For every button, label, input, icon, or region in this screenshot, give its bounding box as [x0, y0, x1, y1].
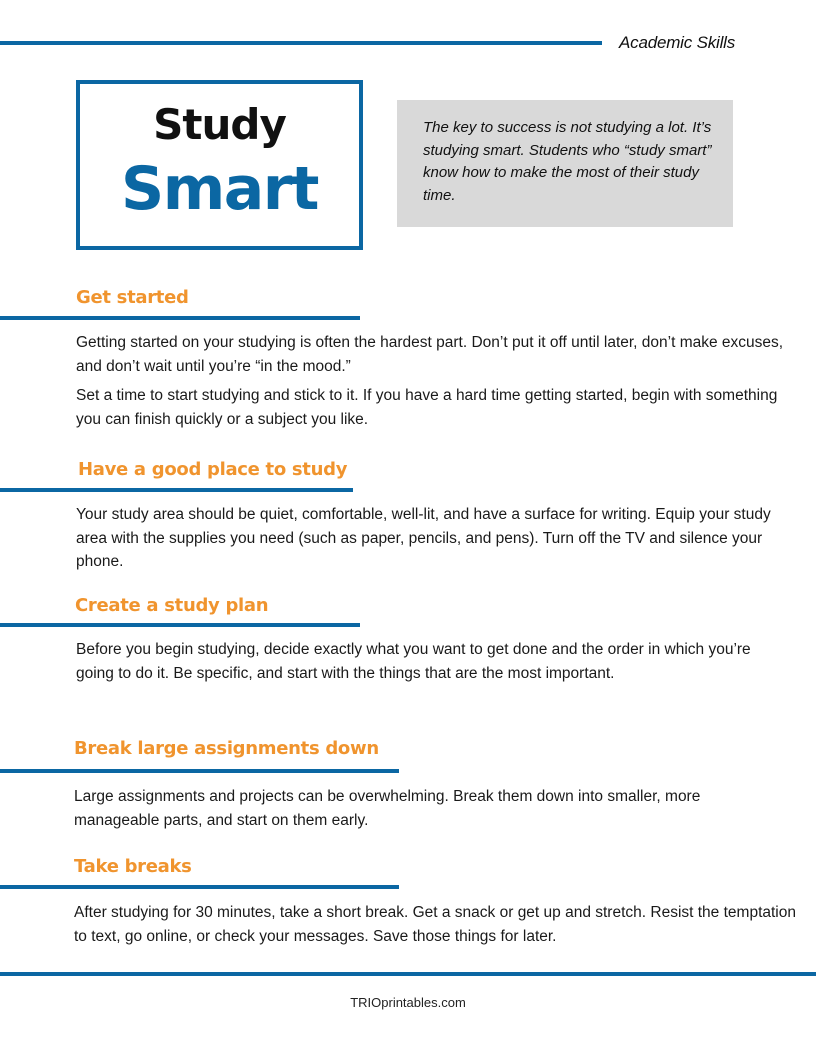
intro-quote-box	[397, 100, 733, 227]
section-heading-study-plan: Create a study plan	[75, 595, 269, 616]
section-heading-take-breaks: Take breaks	[74, 856, 192, 877]
title-box	[76, 80, 363, 250]
intro-quote-text: The key to success is not studying a lot. It’s studying smart. Students who “study smart” know how to make the most of their study time.	[423, 119, 712, 204]
section-heading-break-assignments: Break large assignments down	[74, 738, 379, 759]
title-line-smart: Smart	[121, 154, 318, 224]
section-rule-get-started	[0, 316, 360, 320]
paragraph: Set a time to start studying and stick to it. If you have a hard time getting started, begin with something you can finish quickly or a subject you like.	[76, 387, 778, 428]
header-label: Academic Skills	[619, 33, 736, 52]
paragraph: After studying for 30 minutes, take a short break. Get a snack or get up and stretch. Resist the temptation to text, go online, or check your messages. Save those things for later.	[74, 904, 796, 945]
header-rule	[0, 41, 602, 45]
section-body-break-assignments	[74, 785, 774, 832]
section-body-good-place	[76, 503, 806, 574]
paragraph: Your study area should be quiet, comfortable, well-lit, and have a surface for writing. Equip your study area with the supplies you need (such as paper, pencils, and pens). Turn off the TV and silence your phone.	[76, 506, 771, 570]
paragraph: Before you begin studying, decide exactly what you want to get done and the order in which you’re going to do it. Be specific, and start with the things that are the most important.	[76, 641, 751, 682]
section-body-get-started	[76, 331, 806, 431]
section-heading-good-place: Have a good place to study	[78, 459, 348, 480]
section-rule-break-assignments	[0, 769, 399, 773]
section-rule-study-plan	[0, 623, 360, 627]
paragraph: Large assignments and projects can be overwhelming. Break them down into smaller, more manageable parts, and start on them early.	[74, 788, 701, 829]
section-rule-take-breaks	[0, 885, 399, 889]
title-line-study: Study	[153, 100, 286, 149]
section-body-take-breaks	[74, 901, 804, 948]
paragraph: Getting started on your studying is often the hardest part. Don’t put it off until later, don’t make excuses, and don’t wait until you’re “in the mood.”	[76, 334, 784, 375]
section-heading-get-started: Get started	[76, 287, 189, 308]
section-body-study-plan	[76, 638, 756, 685]
footer-rule	[0, 972, 816, 976]
section-rule-good-place	[0, 488, 353, 492]
footer-site-link: TRIOprintables.com	[350, 995, 466, 1010]
